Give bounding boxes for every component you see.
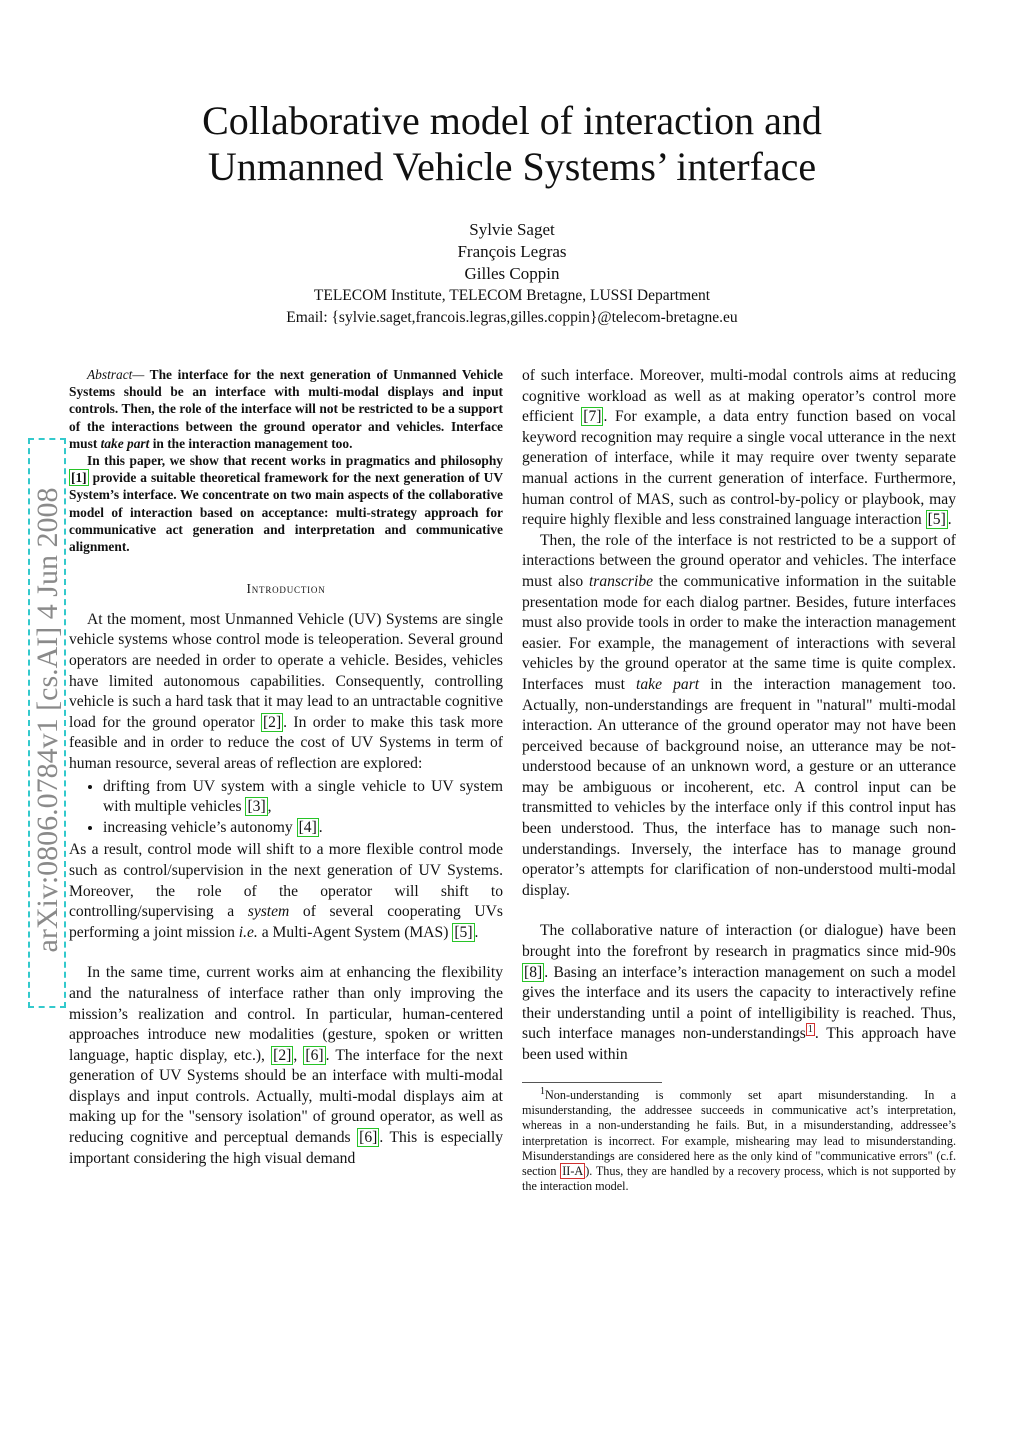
author-affiliation: TELECOM Institute, TELECOM Bretagne, LUSSI Department [313,287,711,304]
body-text: . [318,818,323,836]
citation-link[interactable]: [6] [305,1046,324,1064]
intro-paragraph-2 [69,840,503,943]
body-text: In the same time, current works aim at enhancing the flexibility and the naturalness of interface rather than only improving the mission’s realization and control. In particular, human-centered approaches introduce new modalities (gesture, spoken or written language, haptic display, etc.), [69,964,503,1064]
abstract-text: in the interaction management too. [149,435,353,451]
body-text: . This is especially important considering the high visual demand [69,1129,503,1167]
paragraph-gap [69,943,503,963]
title-line-1: Collaborative model of interaction and [202,98,822,143]
footnote-text: Non-understanding is commonly set apart misunderstanding. In a misunderstanding, the addressee succeeds in communicative act’s interpretation, whereas in a non-understanding he fails. But, in a misunderstanding, addressee’s interpretation is incorrect. For example, mishearing may lead to misunderstanding. Misunderstandings are considered here as the only kind of "communicative errors" (c.f. section [522,1087,956,1179]
body-text: . In order to make this task more feasible and in order to reduce the cost of UV Systems in term of human resource, several areas of reflection are explored: [69,713,503,772]
citation-link[interactable]: [1] [71,470,87,486]
citation-link[interactable]: [5] [927,511,946,529]
body-text: . [947,511,952,529]
right-column [522,366,956,1195]
citation-link[interactable]: [4] [298,818,317,836]
section-heading-introduction: Introduction [246,581,326,597]
body-text: in the interaction management too. Actually, non-understandings are frequent in "natural" multi-modal interaction. An utterance of the ground operator may not have been perceived because of background noise, an utterance may be not-understood because of an unknown word, a gesture or an utterance may be ambiguous or incoherent, etc. A control input can be transmitted to vehicles by the interface only if this control input has been understood. Thus, the interface has to manage such non-understandings. Inversely, the interface has to manage ground operator’s attempts for clarification of non-understood multi-modal display. [522,675,956,899]
abstract-paragraph-2 [69,452,503,555]
author-email: Email: {sylvie.saget,francois.legras,gilles.coppin}@telecom-bretagne.eu [286,309,738,326]
body-text: Then, the role of the interface is not restricted to be a support of interactions between the ground operator and vehicles. The interface must also [522,531,956,590]
body-text: . The interface for the next generation of UV Systems should be an interface with multi-modal displays and input controls. Actually, multi-modal displays aim at making up for the "sensory isolation" of ground operator, as well as reducing cognitive and perceptual demands [69,1046,503,1147]
right-paragraph-2 [522,531,956,902]
abstract-paragraph-1 [69,366,503,452]
list-item [103,818,503,839]
abstract-label: Abstract— [87,367,145,382]
paragraph-gap [522,901,956,921]
body-text: the communicative information in the suitable presentation mode for each dialog partner. Besides, future interfaces must also provide tools in order to make the interaction management easier. For example, the management of interactions with several vehicles by the ground operator at the same time is quite complex. Interfaces must [522,572,956,693]
intro-paragraph-3 [69,963,503,1169]
body-emphasis: take part [636,675,700,693]
body-text: drifting from UV system with a single vehicle to UV system with multiple vehicles [103,777,503,816]
footnote-number: 1 [540,1085,545,1097]
paper-title [0,98,1024,190]
footnote-link[interactable]: 1 [807,1024,813,1036]
body-text: , [267,798,272,816]
abstract-emphasis: take part [100,435,150,451]
body-text: , [293,1046,304,1064]
citation-link[interactable]: [7] [583,408,602,426]
section-ref-link[interactable]: II-A [562,1164,584,1179]
citation-link[interactable]: [6] [359,1129,378,1147]
citation-link[interactable]: [3] [247,798,266,816]
body-text: of several cooperating UVs performing a joint mission [69,903,503,941]
right-paragraph-1 [522,366,956,531]
left-column [69,366,503,1169]
body-text: of such interface. Moreover, multi-modal controls aims at reducing cognitive workload as well as at making operator’s control more efficient [522,367,956,426]
author-name: Gilles Coppin [464,264,560,283]
arxiv-stamp-box[interactable] [28,438,66,1008]
body-text: The collaborative nature of interaction (or dialogue) have been brought into the forefront by research in pragmatics since mid-90s [522,922,956,961]
body-emphasis: system [247,903,290,921]
body-text: . For example, a data entry function based on vocal keyword recognition may require a single vocal utterance in the next generation of interface, while it may require over twenty separate manual actions in the current generation of interface. Furthermore, human control of MAS, such as control-by-policy or playbook, may require highly flexible and less constrained language interaction [522,408,956,529]
list-item [103,777,503,818]
right-paragraph-3 [522,921,956,1065]
body-text: . This approach have been used within [522,1025,956,1063]
body-text: . Basing an interface’s interaction management on such a model gives the interface and its users the capacity to interactively refine their understanding until a point of intelligibility is reached. Thus, such interface manages non-understandings [522,963,956,1043]
author-block [0,219,1024,329]
arxiv-stamp[interactable]: arXiv:0806.0784v1 [cs.AI] 4 Jun 2008 [31,487,64,953]
title-line-2: Unmanned Vehicle Systems’ interface [207,144,817,189]
body-text: . [474,923,479,941]
author-name: Sylvie Saget [469,220,555,239]
citation-link[interactable]: [2] [262,713,282,731]
body-emphasis: i.e. [238,923,258,941]
body-text: increasing vehicle’s autonomy [103,818,297,836]
intro-bullet-list [69,777,503,839]
abstract-text: In this paper, we show that recent works in pragmatics and philosophy [87,453,503,469]
footnote [522,1087,956,1195]
body-emphasis: transcribe [588,572,654,590]
citation-link[interactable]: [5] [454,923,473,941]
footnote-text: ). Thus, they are handled by a recovery process, which is not supported by the interaction model. [522,1164,956,1194]
citation-link[interactable]: [2] [273,1046,292,1064]
footnote-divider [522,1082,662,1083]
abstract-text: provide a suitable theoretical framework for the next generation of UV System’s interface. We concentrate on two main aspects of the collaborative model of interaction based on acceptance: multi-strategy approach for communicative act generation and interpretation and communicative alignment. [69,470,503,555]
citation-link[interactable]: [8] [524,963,543,981]
body-text: As a result, control mode will shift to a more flexible control mode such as control/supervision in the next generation of UV Systems. Moreover, the role of the operator will shift to controlling/supervising a [69,841,503,921]
abstract-text: The interface for the next generation of Unmanned Vehicle Systems should be an interface with multi-modal displays and input controls. Then, the role of the interface will not be restricted to be a support of the interactions between the ground operator and vehicles. Interface must [69,367,503,451]
intro-paragraph-1 [69,610,503,775]
body-text: a Multi-Agent System (MAS) [257,923,453,941]
author-name: François Legras [457,242,567,261]
body-text: At the moment, most Unmanned Vehicle (UV) Systems are single vehicle systems whose control mode is teleoperation. Several ground operators are needed in order to operate a vehicle. Besides, vehicles have limited autonomous capabilities. Consequently, controlling vehicle is such a hard task that it may lead to an untractable cognitive load for the ground operator [69,610,503,731]
